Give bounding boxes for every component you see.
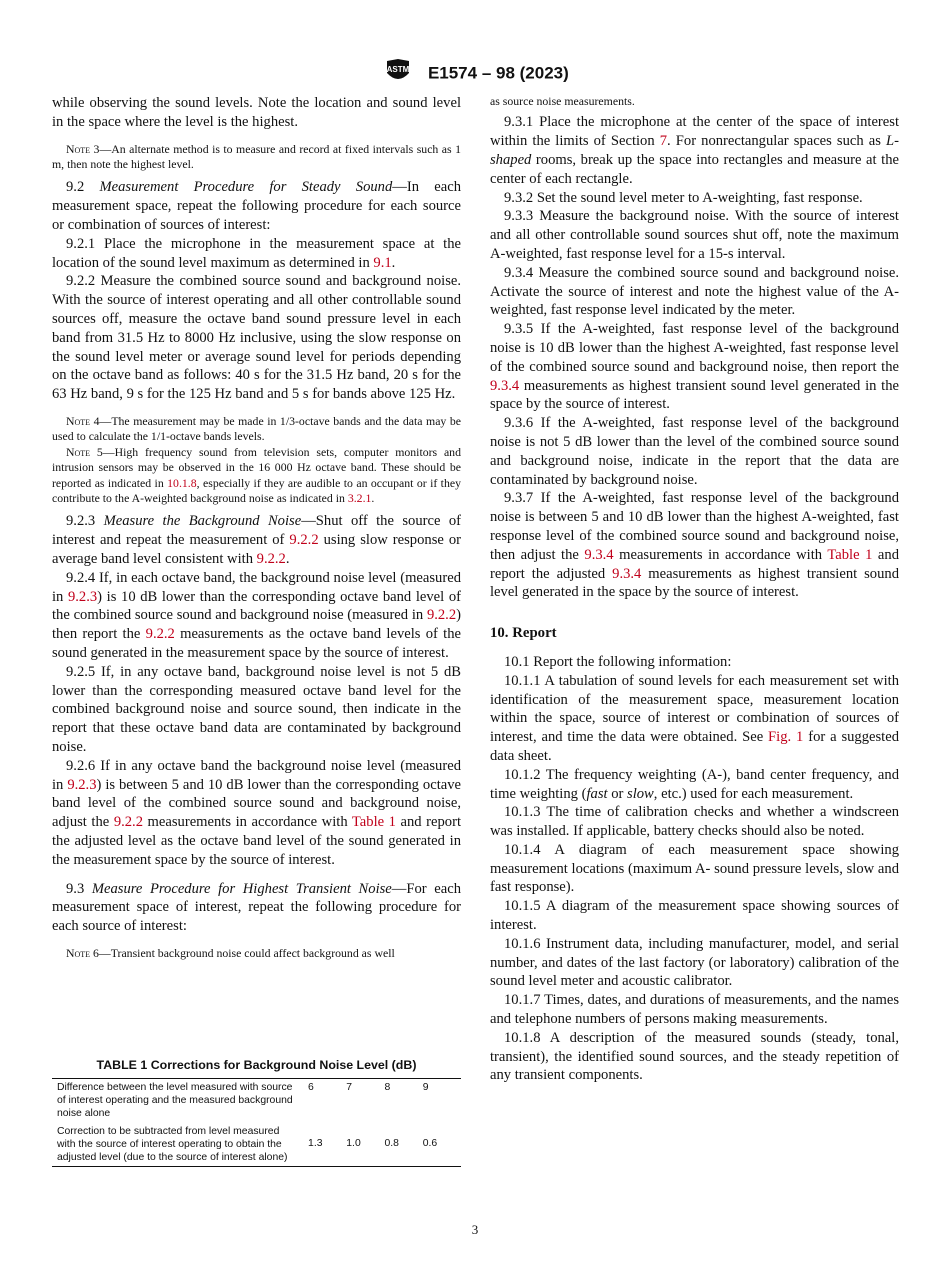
- text: 9.2.1 Place the microphone in the measurement space at the location of the sound level maximum as determined in: [52, 235, 461, 271]
- note-text: —An alternate method is to measure and record at fixed intervals such as 1 m, then note the highest level.: [52, 141, 461, 171]
- cell: 0.8: [384, 1137, 399, 1149]
- text: measurements in accordance with: [613, 546, 828, 563]
- text: 10.1.2 The frequency weighting (A-), band center frequency, and time weighting (: [490, 766, 899, 802]
- page-header: [0, 58, 950, 89]
- text: .: [285, 551, 290, 567]
- section-9-2-3: [52, 512, 461, 568]
- text: ) is 10 dB lower than the corresponding octave band level of the combined source sound and background noise (measured in: [52, 588, 461, 624]
- section-9-3-4: 9.3.4 Measure the combined source sound and background noise. Activate the source of interest and note the highest value of the A-weighted, fast response level indicated by the meter.: [490, 264, 899, 319]
- section-10-1-4: 10.1.4 A diagram of each measurement space showing measurement locations (maximum A- sound pressure levels, slow and fast response).: [490, 841, 899, 896]
- cell: 1.3: [308, 1137, 323, 1149]
- table-title: TABLE 1 Corrections for Background Noise Level (dB): [96, 1058, 417, 1072]
- section-heading-report: 10. Report: [490, 625, 557, 642]
- ref-link[interactable]: 9.2.2: [256, 551, 286, 567]
- note-6-continued: as source noise measurements.: [490, 94, 635, 108]
- text: and report the adjusted: [490, 546, 899, 582]
- cell: 9: [422, 1082, 429, 1093]
- text: using slow response or average band level consistent with: [52, 532, 461, 567]
- section-9-3: [52, 880, 461, 936]
- text-italic: slow: [627, 785, 654, 802]
- section-9-2: [52, 178, 461, 234]
- astm-logo-icon: [381, 58, 415, 89]
- note-text: , especially if they are audible to an occupant or if they contribute to the A-weighted background noise as indicated in: [52, 475, 461, 505]
- ref-link[interactable]: 9.2.2: [289, 532, 319, 549]
- ref-link[interactable]: 9.2.3: [67, 776, 97, 793]
- ref-link[interactable]: Table 1: [351, 814, 396, 831]
- note-text: —Transient background noise could affect background as well: [98, 945, 395, 960]
- row-label: Difference between the level measured with source of interest operating and the measured background noise alone: [57, 1082, 293, 1120]
- note-4: [52, 414, 461, 445]
- text: 10.1.1 A tabulation of sound levels for each measurement set with identification of the measurement space, measurement location within the space, source of interest or combination of sources of interest, and time the data were obtained. See: [490, 672, 899, 746]
- ref-link[interactable]: 9.3.4: [612, 565, 642, 582]
- section-9-2-2: 9.2.2 Measure the combined source sound and background noise. With the source of interest operating and all other controllable sound sources off, measure the octave band sound pressure level in each band from 31.5 Hz to 8000 Hz inclusive, using the slow response on the sound level meter or average sound level for periods depending on the octave band as follows: 40 s for the 31.5 Hz band, 20 s for the 63 Hz band, 9 s for the 125 Hz band and 5 s for bands above 125 Hz.: [52, 273, 461, 403]
- text-italic: L-shaped: [490, 133, 899, 168]
- text: measurements as highest transient sound level generated in the space by the source of interest.: [490, 565, 899, 601]
- text: .: [391, 254, 396, 271]
- section-9-2-6: [52, 757, 461, 870]
- section-10-1-7: 10.1.7 Times, dates, and durations of measurements, and the names and telephone numbers of persons making measurements.: [490, 992, 899, 1028]
- section-9-3-6: 9.3.6 If the A-weighted, fast response level of the background noise is not 5 dB lower than the level of the combined source sound and background noise, indicate in the report that the data are contaminated by background noise.: [490, 415, 899, 488]
- note-5: [52, 445, 461, 507]
- section-10-1-1: [490, 672, 899, 766]
- text: measurements in accordance with: [143, 814, 352, 831]
- ref-link[interactable]: Table 1: [827, 546, 873, 563]
- section-title: Measure the Background Noise: [103, 513, 302, 530]
- section-title: Measure Procedure for Highest Transient Noise: [91, 880, 392, 897]
- section-text: —In each measurement space, repeat the following procedure for each source or combination of sources of interest:: [52, 179, 461, 233]
- ref-link[interactable]: 9.1: [373, 254, 392, 271]
- text: , etc.) used for each measurement.: [653, 785, 854, 802]
- section-10-1-8: 10.1.8 A description of the measured sounds (steady, tonal, transient), the identified sound sources, and the steady repetition of any transient components.: [490, 1029, 899, 1084]
- cell: 6: [308, 1082, 314, 1093]
- section-9-3-3: 9.3.3 Measure the background noise. With the source of interest and all other controllable sound sources shut off, note the maximum A-weighted, fast response level for a 15-s interval.: [490, 208, 899, 262]
- cell: 0.6: [422, 1137, 438, 1149]
- section-9-2-1: [52, 235, 461, 273]
- section-number: 9.2: [66, 179, 100, 196]
- ref-link[interactable]: 3.2.1: [347, 491, 372, 505]
- note-text: .: [371, 491, 375, 505]
- ref-link[interactable]: 9.3.4: [584, 546, 614, 563]
- note-label: Note 3: [66, 141, 100, 156]
- row-label: Correction to be subtracted from level measured with the source of interest operating to obtain the adjusted level (due to the source of interest alone): [57, 1125, 288, 1164]
- note-label: Note 6: [66, 945, 99, 960]
- text-italic: fast: [586, 785, 608, 802]
- note-text: —High frequency sound from television sets, computer monitors and intrusion sensors may be observed in the 16 000 Hz octave band. These should be reported as indicated in: [52, 444, 461, 490]
- document-designation: E1574 – 98 (2023): [427, 63, 569, 83]
- right-column: [490, 94, 899, 1085]
- section-9-3-1: [490, 113, 899, 188]
- ref-link[interactable]: Fig. 1: [768, 729, 804, 746]
- ref-link[interactable]: 9.2.2: [426, 607, 457, 624]
- ref-link[interactable]: 7: [659, 133, 668, 150]
- text: 9.3.5 If the A-weighted, fast response level of the background noise is 10 dB lower than the highest A-weighted, fast response level of the combined source sound and background noise, then report the: [490, 321, 899, 375]
- left-column: [52, 94, 461, 961]
- cell: 8: [384, 1082, 391, 1093]
- section-text: —For each measurement space of interest, repeat the following procedure for each source of interest:: [52, 880, 461, 935]
- section-10-1: 10.1 Report the following information:: [504, 653, 732, 670]
- page-number: 3: [471, 1222, 479, 1237]
- text: or: [607, 785, 628, 802]
- section-10-1-5: 10.1.5 A diagram of the measurement space showing sources of interest.: [490, 898, 899, 934]
- table-row: [52, 1123, 461, 1167]
- section-9-2-5: 9.2.5 If, in any octave band, background noise level is not 5 dB lower than the corresponding measured octave band level for the combined background noise and source sound, then indicate in the report that these octave band data are contaminated by background noise.: [52, 663, 461, 755]
- ref-link[interactable]: 9.2.3: [67, 588, 98, 605]
- section-10-1-2: [490, 766, 899, 804]
- text: 9.2.6 If in any octave band the background noise level (measured in: [52, 757, 461, 793]
- text: measurements as highest transient sound level generated in the space by the source of interest.: [490, 377, 899, 413]
- note-label: Note 5: [66, 444, 103, 459]
- text: rooms, break up the space into rectangles and measure at the center of each rectangle.: [490, 152, 899, 187]
- svg-text:ASTM: ASTM: [386, 65, 410, 74]
- section-title: Measurement Procedure for Steady Sound: [99, 179, 393, 196]
- text: for a suggested data sheet.: [490, 729, 900, 764]
- ref-link[interactable]: 9.2.2: [145, 626, 175, 643]
- text: and report the adjusted level as the octave band level of the sound generated in the measurement space by the source of interest.: [52, 814, 461, 868]
- section-number: 9.2.3: [66, 513, 104, 530]
- ref-link[interactable]: 9.2.2: [113, 814, 143, 831]
- section-10-1-6: 10.1.6 Instrument data, including manufacturer, model, and serial number, and dates of the last factory (or laboratory) calibration of the sound level meter and acoustic calibrator.: [490, 935, 899, 990]
- text: measurements as the octave band levels of the sound generated in the measurement space by the source of interest.: [52, 626, 461, 661]
- text: 9.2.4 If, in each octave band, the background noise level (measured in: [52, 569, 461, 605]
- table-1: [52, 1058, 461, 1167]
- section-9-3-5: [490, 320, 899, 414]
- note-6: [52, 946, 461, 961]
- text: ) then report the: [52, 607, 461, 643]
- cell: 1.0: [346, 1137, 361, 1149]
- text: 9.3.7 If the A-weighted, fast response level of the background noise is between 5 and 10 dB lower than the highest A-weighted, fast response level of the combined source sound and background noise, then adjust the: [490, 490, 899, 563]
- table-row: [52, 1079, 461, 1123]
- corrections-table: [52, 1078, 461, 1167]
- section-10-1-3: 10.1.3 The time of calibration checks and whether a windscreen was installed. If applicable, battery checks should also be noted.: [490, 804, 899, 840]
- cell: 7: [346, 1082, 353, 1093]
- ref-link[interactable]: 9.3.4: [490, 377, 520, 394]
- paragraph-continued: while observing the sound levels. Note the location and sound level in the space where the level is the highest.: [52, 95, 461, 130]
- note-text: —The measurement may be made in 1/3-octave bands and the data may be used to calculate the 1/1-octave bands levels.: [52, 413, 461, 444]
- section-9-2-4: [52, 569, 461, 663]
- note-label: Note 4: [66, 413, 100, 428]
- ref-link[interactable]: 10.1.8: [167, 475, 197, 490]
- text: . For nonrectangular spaces such as: [667, 133, 887, 150]
- section-number: 9.3: [66, 880, 92, 897]
- section-9-3-2: 9.3.2 Set the sound level meter to A-weighting, fast response.: [504, 189, 863, 206]
- note-3: [52, 142, 461, 173]
- text: 9.3.1 Place the microphone at the center of the space of interest within the limits of Section: [490, 114, 899, 150]
- text: —Shut off the source of interest and repeat the measurement of: [52, 513, 462, 549]
- text: ) is between 5 and 10 dB lower than the corresponding octave band level of the combined source sound and background noise, adjust the: [52, 776, 461, 831]
- section-9-3-7: [490, 489, 899, 602]
